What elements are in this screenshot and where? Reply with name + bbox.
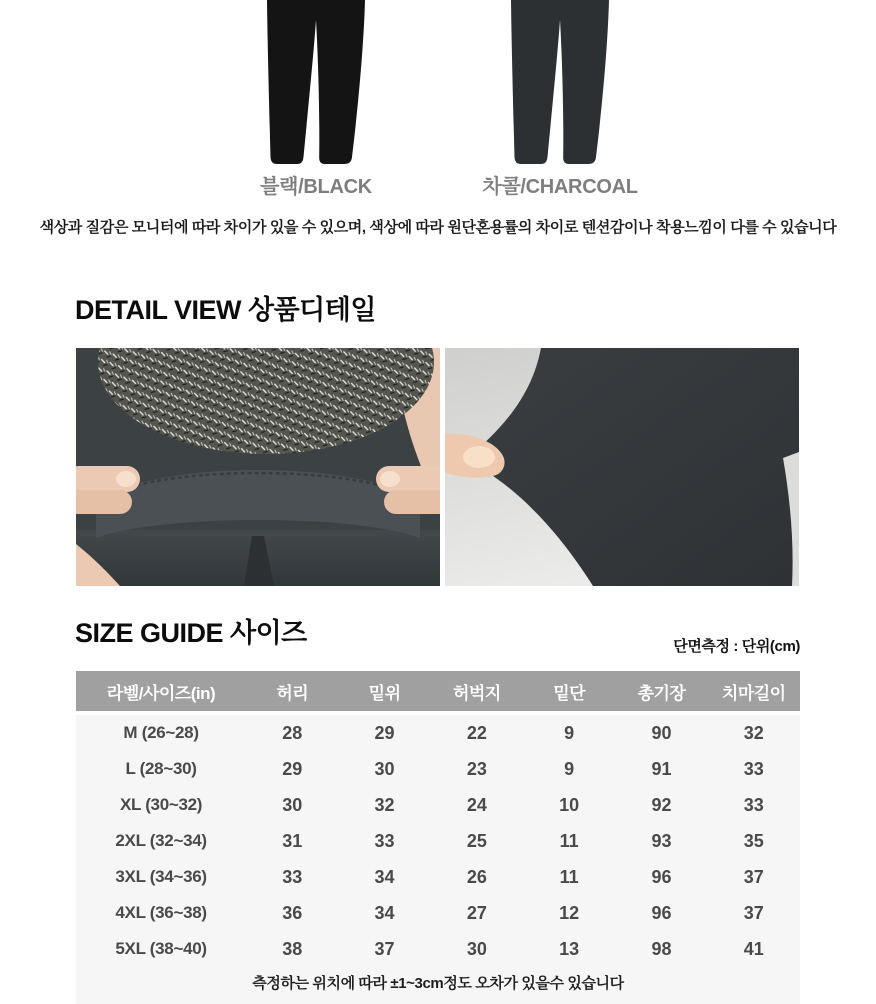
cell-hem: 9 xyxy=(564,722,575,743)
col-header-total-length: 총기장 xyxy=(637,683,686,703)
measurement-unit-note: 단면측정 : 단위(cm) xyxy=(673,638,800,656)
measurement-tolerance-note: 측정하는 위치에 따라 ±1~3cm정도 오차가 있을수 있습니다 xyxy=(252,975,624,993)
cell-hem: 11 xyxy=(559,866,579,887)
cell-waist: 36 xyxy=(282,902,303,923)
table-row xyxy=(76,715,800,751)
size-label: XL (30~32) xyxy=(119,795,203,815)
table-row xyxy=(76,751,800,787)
cell-total-length: 92 xyxy=(651,794,672,815)
cell-total-length: 96 xyxy=(651,902,672,923)
cell-hem: 11 xyxy=(559,830,579,851)
col-header-waist: 허리 xyxy=(276,683,309,703)
table-row xyxy=(76,787,800,823)
color-disclaimer-text: 색상과 질감은 모니터에 따라 차이가 있을 수 있으며, 색상에 따라 원단혼용률의 차이로 텐션감이나 착용느낌이 다를 수 있습니다 xyxy=(39,219,837,236)
cell-rise: 30 xyxy=(374,758,395,779)
table-row xyxy=(76,859,800,895)
cell-hem: 10 xyxy=(559,794,580,815)
color-swatch-row xyxy=(0,0,876,196)
cell-thigh: 24 xyxy=(466,794,487,815)
cell-hem: 12 xyxy=(559,902,580,923)
cell-rise: 37 xyxy=(374,938,395,959)
detail-photo-stretch-fabric xyxy=(445,348,799,586)
cell-skirt-length: 33 xyxy=(743,758,764,779)
detail-view-heading: DETAIL VIEW 상품디테일 xyxy=(75,295,376,325)
size-table-header xyxy=(76,671,800,711)
black-color-swatch xyxy=(206,0,426,199)
size-label: 3XL (34~36) xyxy=(115,867,207,887)
cell-skirt-length: 41 xyxy=(743,938,764,959)
cell-skirt-length: 33 xyxy=(743,794,764,815)
cell-skirt-length: 37 xyxy=(743,902,764,923)
black-leggings-shape xyxy=(267,0,365,164)
left-hand xyxy=(76,466,140,514)
cell-thigh: 26 xyxy=(466,866,487,887)
charcoal-color-label: 차콜/CHARCOAL xyxy=(482,176,638,198)
cell-skirt-length: 35 xyxy=(743,830,764,851)
size-label: 5XL (38~40) xyxy=(115,939,207,959)
size-label: L (28~30) xyxy=(125,759,197,779)
size-table xyxy=(76,671,800,1004)
size-label: 2XL (32~34) xyxy=(115,831,207,851)
cell-hem: 13 xyxy=(559,938,580,959)
table-row xyxy=(76,895,800,931)
cell-thigh: 27 xyxy=(466,902,487,923)
table-row xyxy=(76,931,800,967)
charcoal-leggings-image xyxy=(505,0,615,166)
cell-rise: 29 xyxy=(374,722,395,743)
black-leggings-image xyxy=(261,0,371,166)
detail-photo-fleece-lining xyxy=(76,348,440,586)
cell-waist: 30 xyxy=(282,794,303,815)
cell-total-length: 90 xyxy=(651,722,672,743)
size-guide-heading: SIZE GUIDE 사이즈 xyxy=(75,618,307,649)
cell-skirt-length: 32 xyxy=(743,722,764,743)
col-header-rise: 밑위 xyxy=(368,683,401,703)
cell-waist: 28 xyxy=(282,722,303,743)
cell-total-length: 96 xyxy=(651,866,672,887)
col-header-skirt-length: 치마길이 xyxy=(721,683,786,703)
col-header-hem: 밑단 xyxy=(553,683,586,703)
col-header-label-size: 라벨/사이즈(in) xyxy=(106,683,216,703)
cell-thigh: 30 xyxy=(466,938,487,959)
cell-total-length: 98 xyxy=(651,938,672,959)
cell-thigh: 22 xyxy=(466,722,487,743)
cell-waist: 29 xyxy=(282,758,303,779)
size-label: M (26~28) xyxy=(123,723,199,743)
cell-total-length: 91 xyxy=(651,758,672,779)
black-color-label: 블랙/BLACK xyxy=(260,176,372,198)
cell-thigh: 25 xyxy=(466,830,487,851)
size-label: 4XL (36~38) xyxy=(115,903,207,923)
cell-waist: 33 xyxy=(282,866,303,887)
size-table-body xyxy=(76,715,800,1004)
cell-rise: 34 xyxy=(374,866,395,887)
cell-thigh: 23 xyxy=(466,758,487,779)
cell-waist: 31 xyxy=(282,830,303,851)
table-row xyxy=(76,823,800,859)
cell-rise: 33 xyxy=(374,830,395,851)
col-header-thigh: 허벅지 xyxy=(452,683,501,703)
charcoal-color-swatch xyxy=(450,0,670,199)
detail-photo-strip xyxy=(76,348,800,586)
cell-total-length: 93 xyxy=(651,830,672,851)
cell-hem: 9 xyxy=(564,758,575,779)
cell-rise: 32 xyxy=(374,794,395,815)
cell-rise: 34 xyxy=(374,902,395,923)
right-hand xyxy=(376,466,440,514)
cell-skirt-length: 37 xyxy=(743,866,764,887)
charcoal-leggings-shape xyxy=(511,0,609,164)
cell-waist: 38 xyxy=(282,938,303,959)
